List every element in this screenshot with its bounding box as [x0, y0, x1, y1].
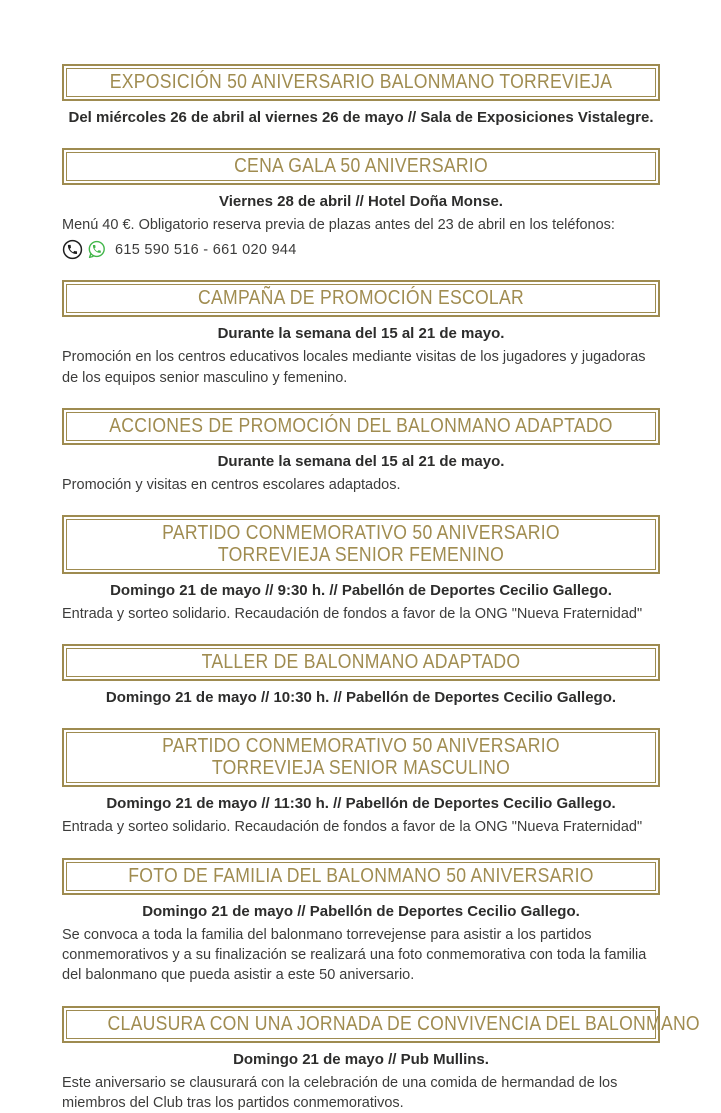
event-section-exposicion	[62, 64, 660, 128]
event-title-line: FOTO DE FAMILIA DEL BALONMANO 50 ANIVERSARIO	[128, 864, 594, 887]
phone-numbers: 615 590 516 - 661 020 944	[115, 241, 297, 258]
phone-circle-icon	[62, 239, 83, 260]
event-description: Promoción en los centros educativos locales mediante visitas de los jugadores y jugadoras de los equipos senior masculino y femenino.	[62, 349, 646, 386]
event-title-line: CENA GALA 50 ANIVERSARIO	[234, 155, 488, 177]
event-title-box-inner	[66, 732, 656, 783]
event-schedule: Domingo 21 de mayo // 11:30 h. // Pabellón de Deportes Cecilio Gallego.	[106, 795, 616, 813]
event-title-box	[62, 1006, 700, 1043]
event-title-box	[62, 64, 660, 101]
event-description: Menú 40 €. Obligatorio reserva previa de plazas antes del 23 de abril en los teléfonos:	[62, 217, 615, 233]
event-title-line: PARTIDO CONMEMORATIVO 50 ANIVERSARIO	[162, 735, 560, 758]
event-title-box	[62, 644, 660, 681]
event-title-line: ACCIONES DE PROMOCIÓN DEL BALONMANO ADAPTADO	[109, 414, 613, 437]
event-title-line: EXPOSICIÓN 50 ANIVERSARIO BALONMANO TORREVIEJA	[109, 71, 613, 93]
event-schedule: Domingo 21 de mayo // Pabellón de Deportes Cecilio Gallego.	[142, 902, 580, 920]
event-title-line: TALLER DE BALONMANO ADAPTADO	[201, 651, 521, 674]
event-title	[73, 415, 649, 437]
event-schedule: Domingo 21 de mayo // 10:30 h. // Pabellón de Deportes Cecilio Gallego.	[105, 689, 617, 707]
event-title-box-inner	[66, 152, 656, 181]
event-schedule: Viernes 28 de abril // Hotel Doña Monse.	[219, 193, 503, 210]
event-section-foto-familia	[62, 858, 660, 986]
event-title	[73, 287, 649, 309]
event-description: Entrada y sorteo solidario. Recaudación de fondos a favor de la ONG "Nueva Fraternidad"	[62, 606, 643, 623]
event-title-box-inner	[66, 519, 656, 570]
event-title-line: CLAUSURA CON UNA JORNADA DE CONVIVENCIA DEL BALONMANO	[107, 1012, 700, 1035]
event-section-partido-masculino	[62, 728, 660, 837]
event-title-box	[62, 728, 660, 787]
event-title-line: CAMPAÑA DE PROMOCIÓN ESCOLAR	[198, 287, 524, 310]
event-title-box	[62, 280, 660, 317]
event-schedule: Durante la semana del 15 al 21 de mayo.	[217, 325, 505, 343]
event-section-partido-femenino	[62, 515, 660, 624]
event-section-promocion-adaptado	[62, 408, 660, 495]
event-section-taller	[62, 644, 660, 708]
phone-row	[62, 239, 660, 260]
event-title-line: TORREVIEJA SENIOR MASCULINO	[211, 757, 511, 780]
event-section-cena-gala	[62, 148, 660, 260]
event-title-line: PARTIDO CONMEMORATIVO 50 ANIVERSARIO	[162, 522, 560, 545]
whatsapp-icon	[86, 239, 107, 260]
event-title	[73, 522, 649, 566]
event-title-box-inner	[66, 284, 656, 313]
event-title-line: TORREVIEJA SENIOR FEMENINO	[217, 544, 505, 567]
event-description: Se convoca a toda la familia del balonmano torrevejense para asistir a los partidos conmemorativos y a su finalización se realizará una foto conmemorativa con toda la familia del balonmano que pueda asistir a este 50 aniversario.	[62, 926, 647, 984]
event-title-box	[62, 408, 660, 445]
event-title-box	[62, 148, 660, 185]
event-schedule: Durante la semana del 15 al 21 de mayo.	[217, 452, 505, 470]
event-title-box	[62, 515, 660, 574]
event-title-box-inner	[66, 648, 656, 677]
event-title	[73, 155, 649, 177]
event-section-clausura	[62, 1006, 700, 1113]
event-description: Este aniversario se clausurará con la celebración de una comida de hermandad de los miembros del Club tras los partidos conmemorativos.	[62, 1074, 618, 1111]
event-schedule: Domingo 21 de mayo // Pub Mullins.	[233, 1050, 489, 1068]
event-title	[73, 865, 649, 887]
event-description: Promoción y visitas en centros escolares adaptados.	[62, 476, 401, 493]
event-schedule: Domingo 21 de mayo // 9:30 h. // Pabellón de Deportes Cecilio Gallego.	[110, 582, 612, 600]
event-title	[73, 651, 649, 673]
event-title	[73, 71, 649, 93]
event-title-box-inner	[66, 1010, 700, 1039]
event-title	[73, 735, 649, 779]
event-title-box-inner	[66, 862, 656, 891]
event-schedule: Del miércoles 26 de abril al viernes 26 de mayo // Sala de Exposiciones Vistalegre.	[68, 109, 654, 126]
event-description: Entrada y sorteo solidario. Recaudación de fondos a favor de la ONG "Nueva Fraternidad"	[62, 819, 643, 836]
event-section-campana-escolar	[62, 280, 660, 388]
event-title-box	[62, 858, 660, 895]
event-title-box-inner	[66, 68, 656, 97]
event-title-box-inner	[66, 412, 656, 441]
